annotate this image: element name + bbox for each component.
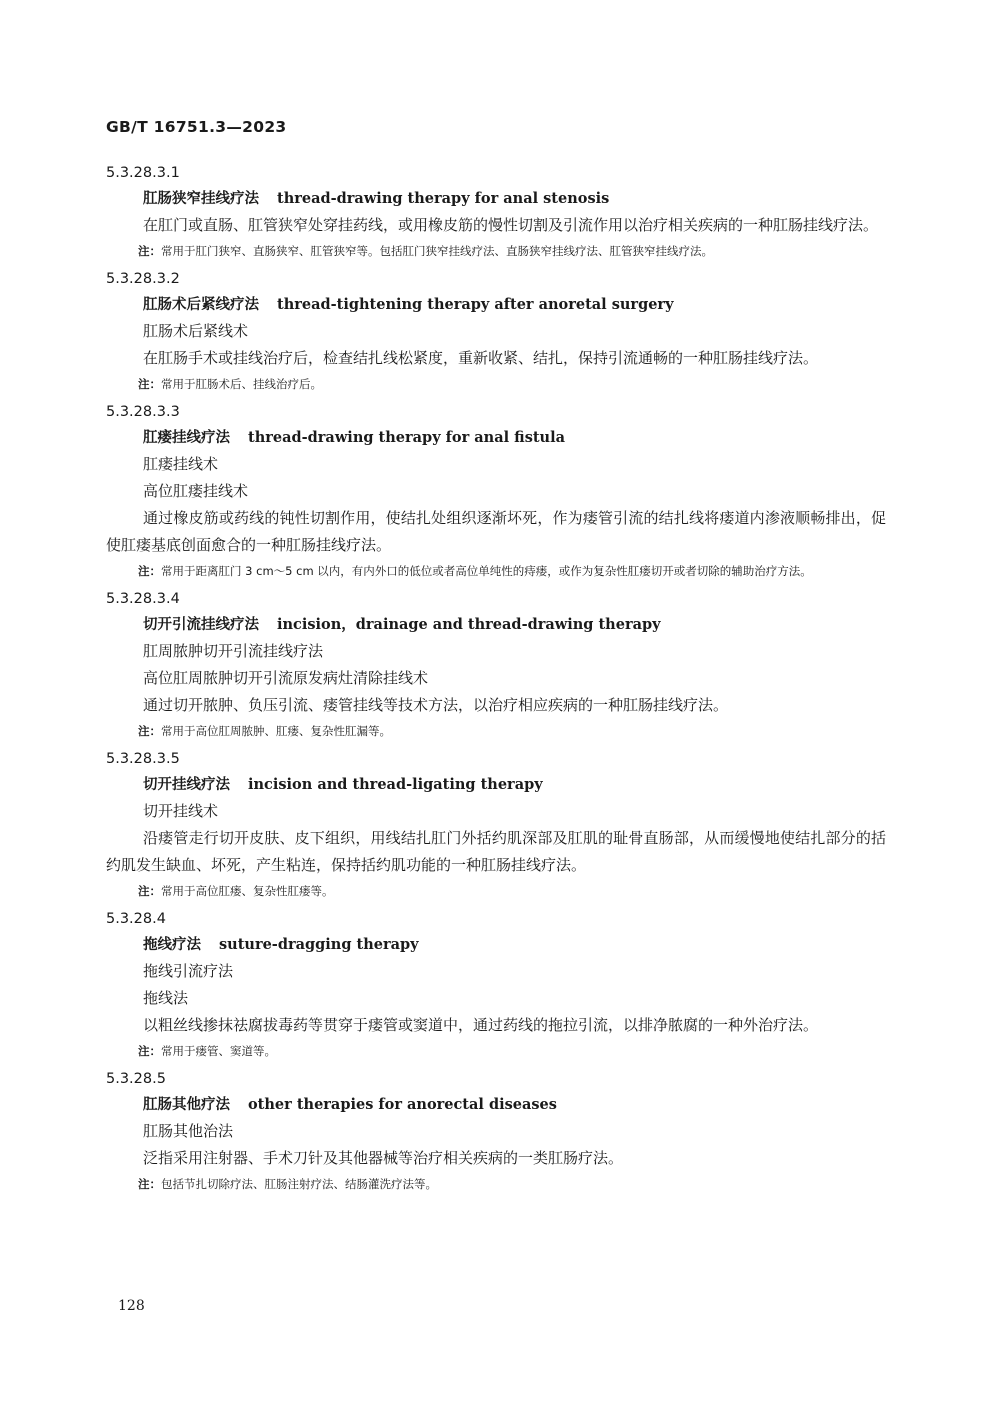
term-heading (106, 772, 886, 798)
term-synonym: 肛周脓肿切开引流挂线疗法 (143, 642, 324, 660)
term-chinese: 拖线疗法 (143, 937, 201, 953)
term-synonym: 切开挂线术 (143, 802, 219, 820)
term-english: thread-drawing therapy for anal stenosis (277, 190, 610, 207)
term-definition: 在肛门或直肠、肛管狭窄处穿挂药线，或用橡皮筋的慢性切割及引流作用以治疗相关疾病的一种肛肠挂线疗法。 (143, 216, 879, 234)
term-note (106, 721, 886, 742)
term-entry (106, 160, 886, 262)
note-text: 包括节扎切除疗法、肛肠注射疗法、结肠灌洗疗法等。 (161, 1177, 437, 1191)
note-label: 注： (138, 244, 161, 258)
clause-number: 5.3.28.3.2 (106, 271, 180, 287)
note-text: 常用于瘘管、窦道等。 (161, 1044, 276, 1058)
term-english: incision and thread-ligating therapy (248, 776, 543, 793)
term-definition: 沿瘘管走行切开皮肤、皮下组织，用线结扎肛门外括约肌深部及肛肌的耻骨直肠部，从而缓慢地使结扎部分的括约肌发生缺血、坏死，产生粘连，保持括约肌功能的一种肛肠挂线疗法。 (106, 829, 886, 874)
term-definition: 通过切开脓肿、负压引流、瘘管挂线等技术方法，以治疗相应疾病的一种肛肠挂线疗法。 (143, 696, 729, 714)
clause-number: 5.3.28.3.5 (106, 751, 180, 767)
term-definition: 泛指采用注射器、手术刀针及其他器械等治疗相关疾病的一类肛肠疗法。 (143, 1149, 624, 1167)
term-entry (106, 1066, 886, 1195)
term-note (106, 1174, 886, 1195)
term-note (106, 241, 886, 262)
clause-number: 5.3.28.3.3 (106, 404, 180, 420)
term-synonym: 高位肛瘘挂线术 (143, 482, 249, 500)
term-heading (106, 292, 886, 318)
term-synonym: 拖线引流疗法 (143, 962, 234, 980)
term-heading (106, 612, 886, 638)
term-definition: 以粗丝线掺抹祛腐拔毒药等贯穿于瘘管或窦道中，通过药线的拖拉引流，以排净脓腐的一种外治疗法。 (143, 1016, 819, 1034)
term-english: thread-tightening therapy after anoretal surgery (277, 296, 674, 313)
term-note (106, 374, 886, 395)
note-label: 注： (138, 377, 161, 391)
note-label: 注： (138, 1177, 161, 1191)
term-chinese: 肛肠术后紧线疗法 (143, 297, 259, 313)
clause-number: 5.3.28.4 (106, 911, 166, 927)
term-synonym: 肛瘘挂线术 (143, 455, 219, 473)
term-definition: 在肛肠手术或挂线治疗后，检查结扎线松紧度，重新收紧、结扎，保持引流通畅的一种肛肠挂线疗法。 (143, 349, 819, 367)
term-english: other therapies for anorectal diseases (248, 1096, 557, 1113)
clause-number: 5.3.28.3.4 (106, 591, 180, 607)
term-heading (106, 425, 886, 451)
note-label: 注： (138, 884, 161, 898)
term-definition: 通过橡皮筋或药线的钝性切割作用，使结扎处组织逐渐坏死，作为瘘管引流的结扎线将瘘道内渗液顺畅排出，促使肛瘘基底创面愈合的一种肛肠挂线疗法。 (106, 509, 886, 554)
term-synonym: 高位肛周脓肿切开引流原发病灶清除挂线术 (143, 669, 429, 687)
term-note (106, 881, 886, 902)
note-text: 常用于高位肛瘘、复杂性肛瘘等。 (161, 884, 334, 898)
term-chinese: 肛肠其他疗法 (143, 1097, 230, 1113)
term-entry (106, 399, 886, 582)
entries-list (106, 160, 886, 1199)
term-entry (106, 906, 886, 1062)
term-heading (106, 1092, 886, 1118)
term-synonym: 拖线法 (143, 989, 189, 1007)
term-chinese: 切开引流挂线疗法 (143, 617, 259, 633)
term-chinese: 肛瘘挂线疗法 (143, 430, 230, 446)
note-text: 常用于高位肛周脓肿、肛瘘、复杂性肛漏等。 (161, 724, 391, 738)
note-text: 常用于肛门狭窄、直肠狭窄、肛管狭窄等。包括肛门狭窄挂线疗法、直肠狭窄挂线疗法、肛管狭窄挂线疗法。 (161, 244, 713, 258)
note-text: 常用于肛肠术后、挂线治疗后。 (161, 377, 322, 391)
term-synonym: 肛肠术后紧线术 (143, 322, 249, 340)
term-chinese: 切开挂线疗法 (143, 777, 230, 793)
standard-header: GB/T 16751.3—2023 (106, 118, 287, 136)
note-label: 注： (138, 564, 161, 578)
term-heading (106, 932, 886, 958)
term-heading (106, 186, 886, 212)
term-note (106, 1041, 886, 1062)
note-label: 注： (138, 724, 161, 738)
clause-number: 5.3.28.3.1 (106, 165, 180, 181)
term-chinese: 肛肠狭窄挂线疗法 (143, 191, 259, 207)
term-synonym: 肛肠其他治法 (143, 1122, 234, 1140)
term-english: suture-dragging therapy (219, 936, 419, 953)
term-entry (106, 586, 886, 742)
term-note (106, 561, 886, 582)
clause-number: 5.3.28.5 (106, 1071, 166, 1087)
page-number: 128 (118, 1298, 145, 1314)
note-text: 常用于距离肛门 3 cm～5 cm 以内，有内外口的低位或者高位单纯性的痔瘘，或作为复杂性肛瘘切开或者切除的辅助治疗方法。 (161, 564, 812, 578)
note-label: 注： (138, 1044, 161, 1058)
term-entry (106, 266, 886, 395)
term-english: incision，drainage and thread-drawing therapy (277, 616, 661, 633)
term-english: thread-drawing therapy for anal fistula (248, 429, 565, 446)
term-entry (106, 746, 886, 902)
